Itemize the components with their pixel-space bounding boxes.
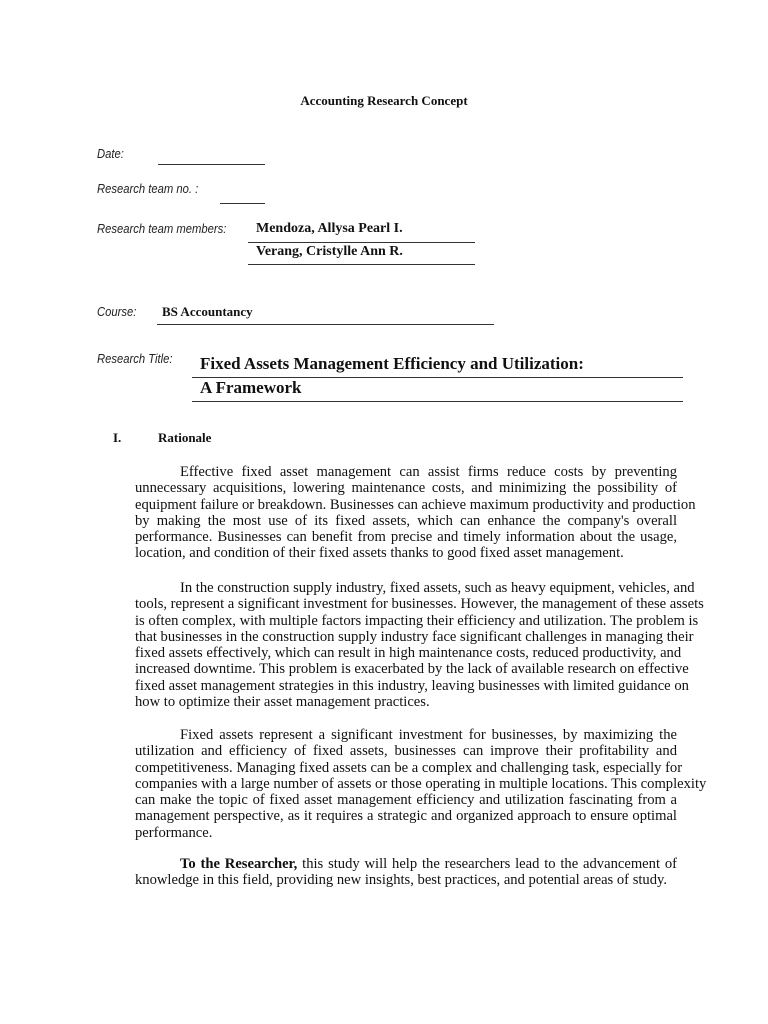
closing-line-2: knowledge in this field, providing new insights, best practices, and potential areas of study.	[135, 872, 668, 889]
text-line: that businesses in the construction supply industry face significant challenges in managing their	[135, 628, 694, 645]
research-title-label: Research Title:	[97, 352, 173, 366]
closing-line-1: this study will help the researchers lead to the advancement of	[302, 856, 677, 872]
research-title-line-1: Fixed Assets Management Efficiency and Utilization:	[200, 354, 584, 373]
closing-bold-lead: To the Researcher,	[180, 856, 298, 872]
text-line: tools, represent a significant investment for businesses. However, the management of these assets	[135, 596, 704, 613]
text-line: Effective fixed asset management can assist firms reduce costs by preventing	[180, 464, 677, 480]
text-line: utilization and efficiency of fixed assets, businesses can improve their profitability and	[135, 743, 677, 760]
section-heading: Rationale	[158, 430, 212, 445]
paragraph-1	[135, 464, 696, 562]
text-line: how to optimize their asset management practices.	[135, 694, 430, 711]
text-line: companies with a large number of assets or those operating in multiple locations. This complexity	[135, 775, 707, 792]
team-no-label: Research team no. :	[97, 182, 199, 196]
team-member-1: Mendoza, Allysa Pearl I.	[256, 221, 403, 236]
text-line: fixed assets effectively, which can result in high maintenance costs, reduced productivity, and	[135, 645, 682, 662]
text-line: performance.	[135, 824, 213, 841]
text-line: unnecessary acquisitions, lowering maintenance costs, and minimizing the possibility of	[135, 480, 677, 497]
course-value: BS Accountancy	[162, 304, 253, 319]
research-title-line-2: A Framework	[200, 378, 302, 397]
text-line: competitiveness. Managing fixed assets can be a complex and challenging task, especially for	[135, 759, 683, 776]
paragraph-3	[135, 727, 707, 841]
course-line	[157, 324, 494, 325]
text-line: In the construction supply industry, fixed assets, such as heavy equipment, vehicles, and	[180, 580, 695, 596]
text-line: equipment failure or breakdown. Businesses can achieve maximum productivity and production	[135, 496, 696, 513]
team-members-label: Research team members:	[97, 222, 227, 236]
text-line: fixed asset management strategies in this industry, leaving businesses with limited guidance on	[135, 677, 689, 694]
text-line: is often complex, with multiple factors impacting their efficiency and utilization. The problem is	[135, 612, 699, 629]
document-title: Accounting Research Concept	[300, 93, 468, 108]
text-line: location, and condition of their fixed assets thanks to good fixed asset management.	[135, 545, 624, 562]
course-label: Course:	[97, 305, 137, 319]
text-line: management perspective, as it requires a strategic and organized approach to ensure optimal	[135, 808, 677, 825]
team-member-2: Verang, Cristylle Ann R.	[256, 244, 403, 259]
paragraph-4	[135, 856, 677, 889]
text-line	[135, 856, 677, 872]
member-1-line	[248, 242, 475, 243]
text-line: Fixed assets represent a significant investment for businesses, by maximizing the	[180, 727, 677, 743]
date-label: Date:	[97, 147, 124, 161]
text-line: can make the topic of fixed asset management efficiency and utilization fascinating from a	[135, 792, 677, 809]
paragraph-2	[135, 580, 704, 711]
date-field-line	[158, 164, 265, 165]
text-line: increased downtime. This problem is exacerbated by the lack of available research on effective	[135, 661, 689, 678]
text-line: by making the most use of its fixed assets, which can enhance the company's overall	[135, 512, 677, 529]
title-line-2-rule	[192, 401, 683, 402]
member-2-line	[248, 264, 475, 265]
text-line: performance. Businesses can benefit from precise and timely information about the usage,	[135, 529, 677, 546]
team-no-field-line	[220, 203, 265, 204]
section-number: I.	[113, 430, 122, 445]
